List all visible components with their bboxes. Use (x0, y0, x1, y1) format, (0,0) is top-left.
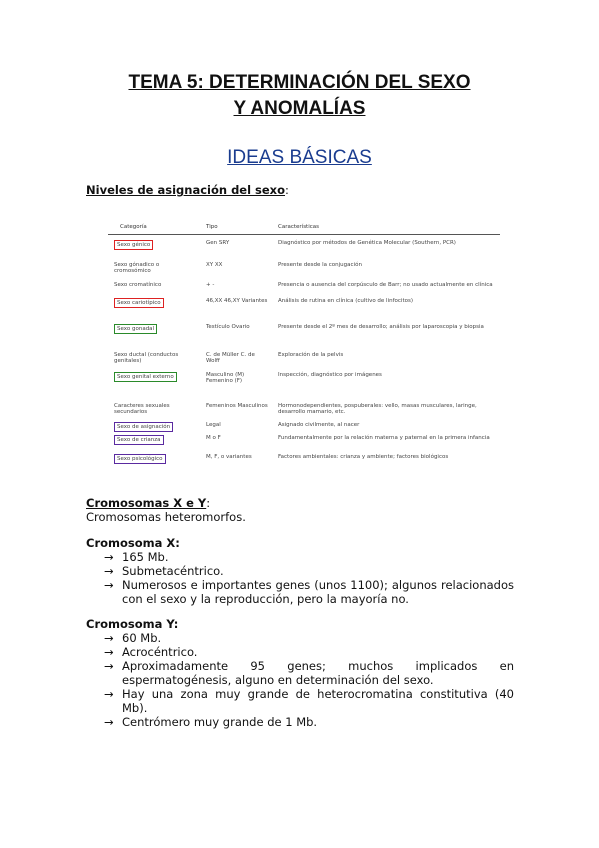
title-line-2: Y ANOMALÍAS (233, 98, 366, 119)
arrow-icon: → (104, 578, 114, 592)
section-subtitle: IDEAS BÁSICAS (227, 147, 372, 168)
arrow-icon: → (104, 715, 114, 729)
table-cell-cat: Sexo cromatínico (114, 282, 162, 288)
table-cell-car: Diagnóstico por métodos de Genética Molecular (Southern, PCR) (278, 240, 456, 246)
list-item (86, 578, 514, 606)
arrow-icon: → (104, 631, 114, 645)
niveles-heading-block: Niveles de asignación del sexo: (86, 183, 289, 197)
table-cell-car: Análisis de rutina en clínica (cultivo de linfocitos) (278, 298, 413, 304)
table-cell-cat: Sexo génico (114, 240, 153, 250)
y-heading: Cromosoma Y (86, 617, 174, 631)
table-cell-car: Inspección, diagnóstico por imágenes (278, 372, 382, 378)
cromosomas-heading: Cromosomas X e Y (86, 496, 207, 510)
list-item-text: Acrocéntrico. (122, 645, 198, 659)
x-heading: Cromosoma X (86, 536, 176, 550)
list-item-text: Aproximadamente 95 genes; muchos implicados en espermatogénesis, alguno en determinación del sexo. (122, 659, 514, 687)
list-item-text: 165 Mb. (122, 550, 169, 564)
list-item (86, 715, 514, 729)
x-section: Cromosoma X: → 165 Mb. → Submetacéntrico. → Numerosos e importantes genes (unos 1100); algunos relacionados con el sexo y la reproducción, pero la mayoría no. (86, 536, 514, 606)
table-cell-car: Fundamentalmente por la relación materna y paternal en la primera infancia (278, 435, 490, 441)
arrow-icon: → (104, 645, 114, 659)
arrow-icon: → (104, 659, 114, 673)
list-item-text: Hay una zona muy grande de heterocromatina constitutiva (40 Mb). (122, 687, 514, 715)
page-title (0, 70, 599, 122)
table-cell-cat: Sexo de asignación (114, 422, 173, 432)
table-cell-tipo: Testículo Ovario (206, 324, 250, 330)
list-item (86, 631, 514, 645)
arrow-icon: → (104, 550, 114, 564)
table-cell-tipo: XY XX (206, 262, 223, 268)
table-cell-car: Asignado civilmente, al nacer (278, 422, 360, 428)
table-header-tipo: Tipo (206, 224, 218, 230)
y-list (86, 631, 514, 729)
list-item (86, 550, 514, 564)
x-list (86, 550, 514, 606)
table-cell-tipo: + - (206, 282, 215, 288)
niveles-table-figure (108, 216, 500, 476)
table-cell-cat: Sexo ductal (conductos genitales) (114, 352, 179, 364)
table-cell-tipo: C. de Müller C. de Wolff (206, 352, 255, 364)
table-cell-car: Presencia o ausencia del corpúsculo de Barr; no usado actualmente en clínica (278, 282, 493, 288)
cromosomas-text: Cromosomas heteromorfos. (86, 510, 246, 524)
list-item-text: Centrómero muy grande de 1 Mb. (122, 715, 318, 729)
cromosomas-section: Cromosomas X e Y: Cromosomas heteromorfos. (86, 496, 514, 524)
list-item (86, 659, 514, 687)
table-cell-cat: Sexo cariotípico (114, 298, 164, 308)
table-cell-cat: Sexo de crianza (114, 435, 164, 445)
table-cell-tipo: M, F, o variantes (206, 454, 252, 460)
y-section: Cromosoma Y: → 60 Mb. → Acrocéntrico. → Aproximadamente 95 genes; muchos implicados en espermatogénesis, alguno en determinación del sexo. → Hay una zona muy grande de heterocromatina constitutiva (40 Mb). → Centrómero muy grande de 1 Mb. (86, 617, 514, 729)
title-line-1: TEMA 5: DETERMINACIÓN DEL SEXO (128, 72, 471, 93)
table-cell-car: Exploración de la pelvis (278, 352, 344, 358)
list-item-text: Submetacéntrico. (122, 564, 224, 578)
table-cell-tipo: Masculino (M) Femenino (F) (206, 372, 245, 384)
table-cell-tipo: Legal (206, 422, 221, 428)
niveles-heading: Niveles de asignación del sexo (86, 183, 286, 197)
table-cell-cat: Sexo psicológico (114, 454, 166, 464)
list-item (86, 645, 514, 659)
table-cell-cat: Sexo gonadal (114, 324, 157, 334)
arrow-icon: → (104, 564, 114, 578)
list-item (86, 564, 514, 578)
table-cell-cat: Sexo genital externo (114, 372, 177, 382)
table-cell-car: Hormonodependientes, pospuberales: vello, masas musculares, laringe, desarrollo mamario, etc. (278, 403, 477, 415)
arrow-icon: → (104, 687, 114, 701)
table-cell-tipo: Femeninos Masculinos (206, 403, 268, 409)
table-header-categoria: Categoría (120, 224, 147, 230)
list-item-text: 60 Mb. (122, 631, 162, 645)
list-item (86, 687, 514, 715)
table-cell-car: Presente desde el 2º mes de desarrollo; análisis por laparoscopia y biopsia (278, 324, 484, 330)
table-cell-cat: Sexo gónadico o cromosómico (114, 262, 160, 274)
table-divider (108, 234, 500, 235)
list-item-text: Numerosos e importantes genes (unos 1100); algunos relacionados con el sexo y la reproducción, pero la mayoría no. (122, 578, 514, 606)
table-cell-car: Factores ambientales: crianza y ambiente; factores biológicos (278, 454, 449, 460)
table-cell-cat: Caracteres sexuales secundarios (114, 403, 170, 415)
table-header-caracteristicas: Características (278, 224, 320, 230)
table-cell-tipo: 46,XX 46,XY Variantes (206, 298, 268, 304)
table-cell-tipo: Gen SRY (206, 240, 230, 246)
table-cell-car: Presente desde la conjugación (278, 262, 362, 268)
table-cell-tipo: M o F (206, 435, 221, 441)
